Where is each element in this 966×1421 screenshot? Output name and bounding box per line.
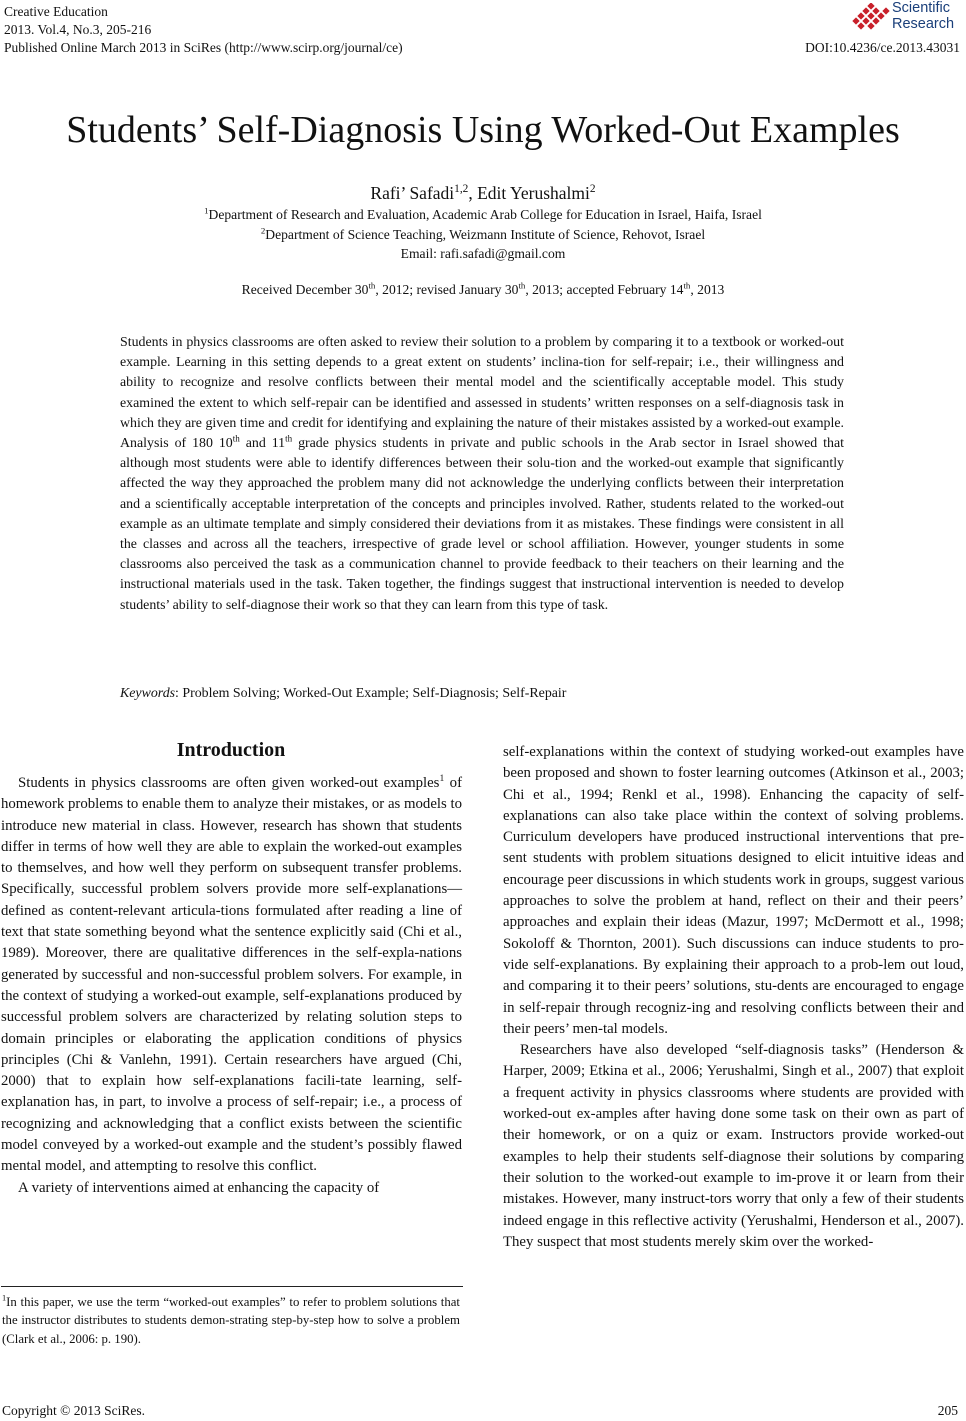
author-affiliation-mark: 1,2 xyxy=(454,183,469,196)
logo-text-research: Research xyxy=(892,16,955,32)
logo-diamond-dot xyxy=(862,17,869,24)
diamond-logo-icon xyxy=(852,3,890,33)
paragraph-text: Students in physics classrooms are often given worked-out examples xyxy=(18,775,440,791)
date-text: , 2013; accepted February 14 xyxy=(525,282,684,297)
author-affiliation-mark: 2 xyxy=(589,183,596,196)
logo-diamond-dot xyxy=(867,22,874,29)
logo-diamond-dot xyxy=(857,22,864,29)
logo-diamond-dot xyxy=(862,7,869,14)
affiliation-text: Department of Science Teaching, Weizmann Institute of Science, Rehovot, Israel xyxy=(265,227,706,242)
author-separator: , xyxy=(468,183,478,203)
ordinal-suffix: th xyxy=(232,433,240,444)
logo-diamond-dot xyxy=(867,12,874,19)
abstract xyxy=(120,333,844,616)
keywords-text: : Problem Solving; Worked-Out Example; Self-Diagnosis; Self-Repair xyxy=(175,686,567,701)
paragraph: self-explanations within the context of studying worked-out examples have been proposed and shown to foster learning outcomes (Atkinson et al., 2003; Chi et al., 1994; Renkl et al., 1998). Enhancing the capacity of self-explanations can also take place within the context of solving problems. Curriculum developers have produced instructional interventions that pre-sent students with problem situations designed to elicit intuitive ideas and encourage peer discussions in which students work in groups, suggest various approaches to solve the problem at hand, reflect on their and their peers’ approaches and explain their ideas (Mazur, 1997; McDermott et al., 1998; Sokoloff & Thornton, 2001). Such discussions can induce students to pro-vide self-explanations. By explaining their approach to a prob-lem out loud, and comparing it to their peers’ solutions, stu-dents are encouraged to engage in self-repair through recogniz-ing and resolving conflicts between their and their peers’ men-tal models. xyxy=(503,744,964,1037)
section-heading-introduction: Introduction xyxy=(176,739,286,761)
logo-diamond-dot xyxy=(882,7,889,14)
right-column xyxy=(503,742,964,1253)
abstract-text: Students in physics classrooms are often asked to review their solution to a problem by comparing it to a textbook or worked-out example. Learning in this setting depends to a great extent on students’ inclina-tion for self-repair; i.e., their willingness and ability to recognize and resolve conflicts between their mental model and the scientifically acceptable model. This study examined the extent to which self-repair can be identified and assessed in students’ written responses on a self-diagnosis task in which they are given time and credit for identifying and explaining the nature of their mistakes assisted by a worked-out example. Analysis of 180 10 xyxy=(120,335,844,452)
publication-info: Published Online March 2013 in SciRes (http://www.scirp.org/journal/ce) xyxy=(4,40,403,55)
received-dates xyxy=(0,282,966,298)
copyright: Copyright © 2013 SciRes. xyxy=(2,1403,146,1418)
author-list xyxy=(0,183,966,204)
author-name: Edit Yerushalmi xyxy=(477,183,590,203)
ordinal-suffix: th xyxy=(285,433,293,444)
logo-diamond-dot xyxy=(872,7,879,14)
footnote-marker[interactable]: 1 xyxy=(439,773,445,785)
paper-title: Students’ Self-Diagnosis Using Worked-Out Examples xyxy=(66,109,900,151)
logo-diamond-dot xyxy=(877,12,884,19)
journal-header xyxy=(4,3,403,57)
paragraph xyxy=(1,773,462,1178)
logo-text-scientific: Scientific xyxy=(892,0,951,16)
affiliation-text: Department of Research and Evaluation, Academic Arab College for Education in Israel, Haifa, Israel xyxy=(208,207,762,222)
logo-diamond-dot xyxy=(857,12,864,19)
logo-diamond-dot xyxy=(872,17,879,24)
paragraph: A variety of interventions aimed at enhancing the capacity of xyxy=(18,1179,380,1196)
journal-volume: 2013. Vol.4, No.3, 205-216 xyxy=(4,22,152,37)
doi: DOI:10.4236/ce.2013.43031 xyxy=(805,40,960,55)
affiliation xyxy=(0,226,966,244)
author-email: Email: rafi.safadi@gmail.com xyxy=(400,246,566,261)
paragraph: Researchers have also developed “self-diagnosis tasks” (Henderson & Harper, 2009; Etkina et al., 2006; Yerushalmi, Singh et al., 2007) that exploit a frequent activity in physics classrooms where students are provided with worked-out ex-amples after having done some task on their own as part of their homework, or on a quiz or exam. Instructors provide worked-out examples to help their students self-diagnose their solutions by comparing their solution to the worked-out example to im-prove it or learn from their mistakes. However, many instruct-tors worry that only a few of their students indeed engage in this reflective activity (Yerushalmi, Henderson et al., 2007). They suspect that most students merely skim over the worked- xyxy=(503,1042,964,1250)
journal-name: Creative Education xyxy=(4,4,108,19)
date-suffix: th xyxy=(683,280,691,291)
keywords-label: Keywords xyxy=(120,686,176,701)
abstract-text: grade physics students in private and public schools in the Arab sector in Israel showed that although most students were able to identify differences between their solu-tion and the worked-out example that significantly affected the way they approached the problem many did not acknowledge the underlying conflicts between their interpretation and a scientifically acceptable interpretation of the concepts and principles involved. Rather, students related to the worked-out example as an ultimate template and simply considered their deviations from it as mistakes. These findings were consistent in all the classes and across all the teachers, irrespective of grade level or school affiliation. However, younger students in some classrooms also perceived the task as a communication channel to provide feedback to their teachers on their learning and the instructional materials used in the task. Taken together, the findings suggest that instructional intervention is needed to develop students’ ability to self-diagnose their work so that they can learn from this type of task. xyxy=(120,436,844,613)
date-text: Received December 30 xyxy=(241,282,369,297)
footnote-text: In this paper, we use the term “worked-out examples” to refer to problem solutions that the instructor distributes to students demon-strating step-by-step how to solve a problem (Clark et al., 2006: p. 190). xyxy=(2,1295,460,1346)
logo-diamond-dot xyxy=(867,3,874,10)
affiliation xyxy=(0,206,966,224)
affiliation-mark: 1 xyxy=(204,205,209,216)
left-column xyxy=(1,773,462,1199)
footnote xyxy=(2,1293,460,1348)
abstract-text: and 11 xyxy=(239,436,286,452)
date-suffix: th xyxy=(518,280,526,291)
paragraph-text: of homework problems to enable them to analyze their mistakes, or as models to introduce new material in class. However, research has shown that students differ in terms of how well they are able to explain the worked-out examples to themselves, and how well they perform on subsequent transfer problems. Specifically, successful problem solvers provide more self-explanations—defined as content-relevant articula-tions formulated after reading a line of text that state something beyond what the sentence explicitly said (Chi et al., 1989). Moreover, there are qualitative differences in the self-expla-nations generated by successful and non-successful problem solvers. For example, in the context of studying a worked-out example, self-explanations produced by successful problem solvers are characterized by relating solution steps to domain principles or elaborating the application conditions of physics principles (Chi & Vanlehn, 1991). Certain researchers have argued (Chi, 2000) that to explain how self-explanations facili-tate learning, self-explanation has, in part, to involve a process of self-repair; i.e., a process of recognizing and acknowledging that a conflict exists between the scientific model conveyed by a worked-out example and the student’s possibly flawed mental model, and attempting to resolve this conflict. xyxy=(1,775,462,1175)
date-text: , 2012; revised January 30 xyxy=(375,282,519,297)
page-number: 205 xyxy=(937,1403,958,1418)
footnote-divider xyxy=(1,1286,463,1287)
affiliation-mark: 2 xyxy=(260,225,266,236)
author-name: Rafi’ Safadi xyxy=(370,183,455,203)
keywords xyxy=(120,686,566,702)
scientific-research-logo xyxy=(850,1,960,35)
date-suffix: th xyxy=(368,280,376,291)
footnote-mark: 1 xyxy=(2,1293,7,1303)
logo-diamond-dot xyxy=(852,17,859,24)
date-text: , 2013 xyxy=(690,282,725,297)
